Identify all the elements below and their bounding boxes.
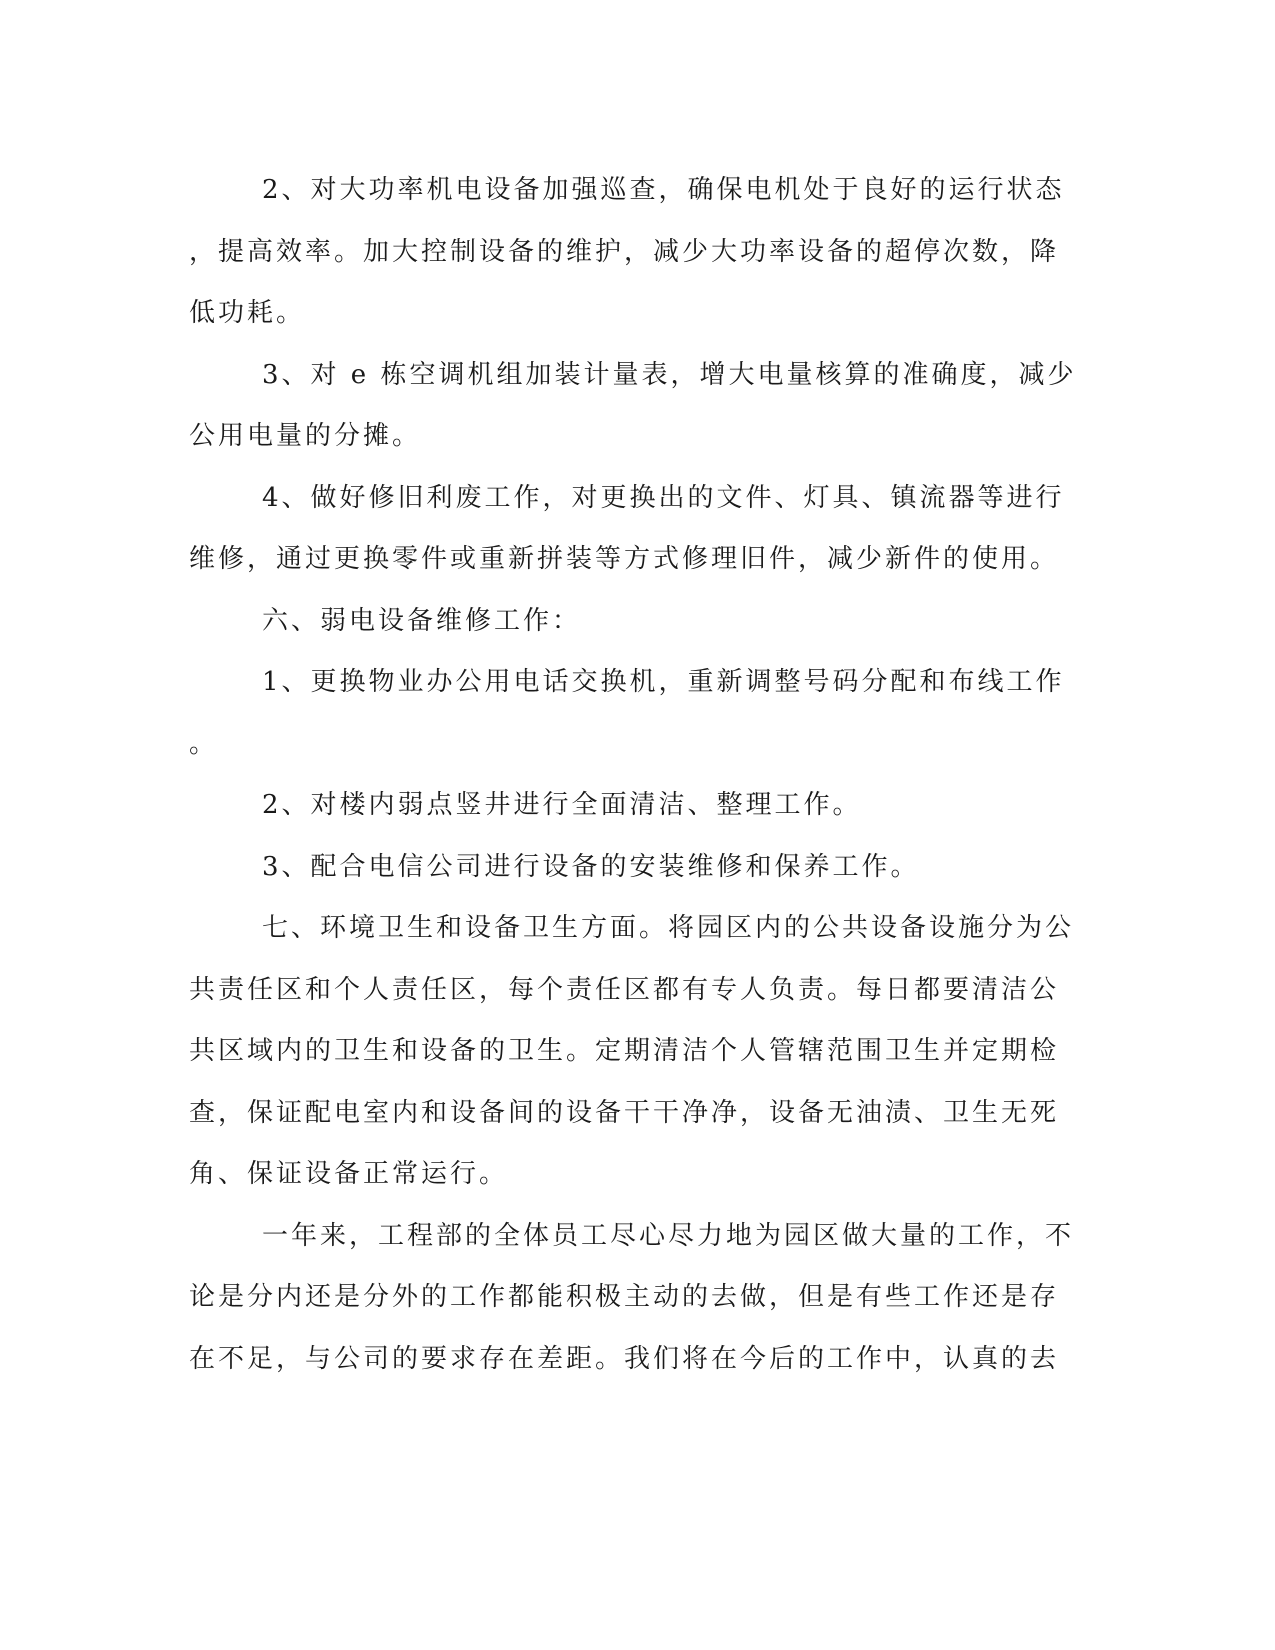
paragraph-line: 维修，通过更换零件或重新拼装等方式修理旧件，减少新件的使用。 (189, 544, 1060, 574)
paragraph-line: 在不足，与公司的要求存在差距。我们将在今后的工作中，认真的去 (189, 1343, 1060, 1374)
paragraph-line: 公用电量的分摊。 (189, 421, 422, 451)
section-heading: 六、弱电设备维修工作： (262, 605, 582, 636)
paragraph-line: 角、保证设备正常运行。 (189, 1159, 509, 1189)
paragraph-line: 2、对楼内弱点竖井进行全面清洁、整理工作。 (262, 790, 862, 820)
paragraph-line: 1、更换物业办公用电话交换机，重新调整号码分配和布线工作 (262, 667, 1065, 697)
paragraph-line: 2、对大功率机电设备加强巡查，确保电机处于良好的运行状态 (262, 175, 1065, 205)
paragraph-line: 论是分内还是分外的工作都能积极主动的去做，但是有些工作还是存 (189, 1282, 1060, 1312)
paragraph-line: 共区域内的卫生和设备的卫生。定期清洁个人管辖范围卫生并定期检 (189, 1036, 1060, 1066)
paragraph-line: 4、做好修旧利废工作，对更换出的文件、灯具、镇流器等进行 (262, 482, 1065, 513)
paragraph-line: 3、配合电信公司进行设备的安装维修和保养工作。 (262, 851, 920, 882)
paragraph-line: 一年来，工程部的全体员工尽心尽力地为园区做大量的工作，不 (262, 1220, 1075, 1251)
paragraph-line: 查，保证配电室内和设备间的设备干干净净，设备无油渍、卫生无死 (189, 1097, 1060, 1128)
paragraph-line: ，提高效率。加大控制设备的维护，减少大功率设备的超停次数，降 (189, 236, 1060, 267)
document-body (189, 160, 1079, 1390)
section-heading: 七、环境卫生和设备卫生方面。将园区内的公共设备设施分为公 (262, 913, 1075, 943)
paragraph-line: 3、对 e 栋空调机组加装计量表，增大电量核算的准确度，减少 (262, 359, 1077, 390)
paragraph-line: 低功耗。 (189, 298, 306, 328)
paragraph-line: 共责任区和个人责任区，每个责任区都有专人负责。每日都要清洁公 (189, 974, 1060, 1005)
paragraph-line: 。 (189, 728, 219, 759)
